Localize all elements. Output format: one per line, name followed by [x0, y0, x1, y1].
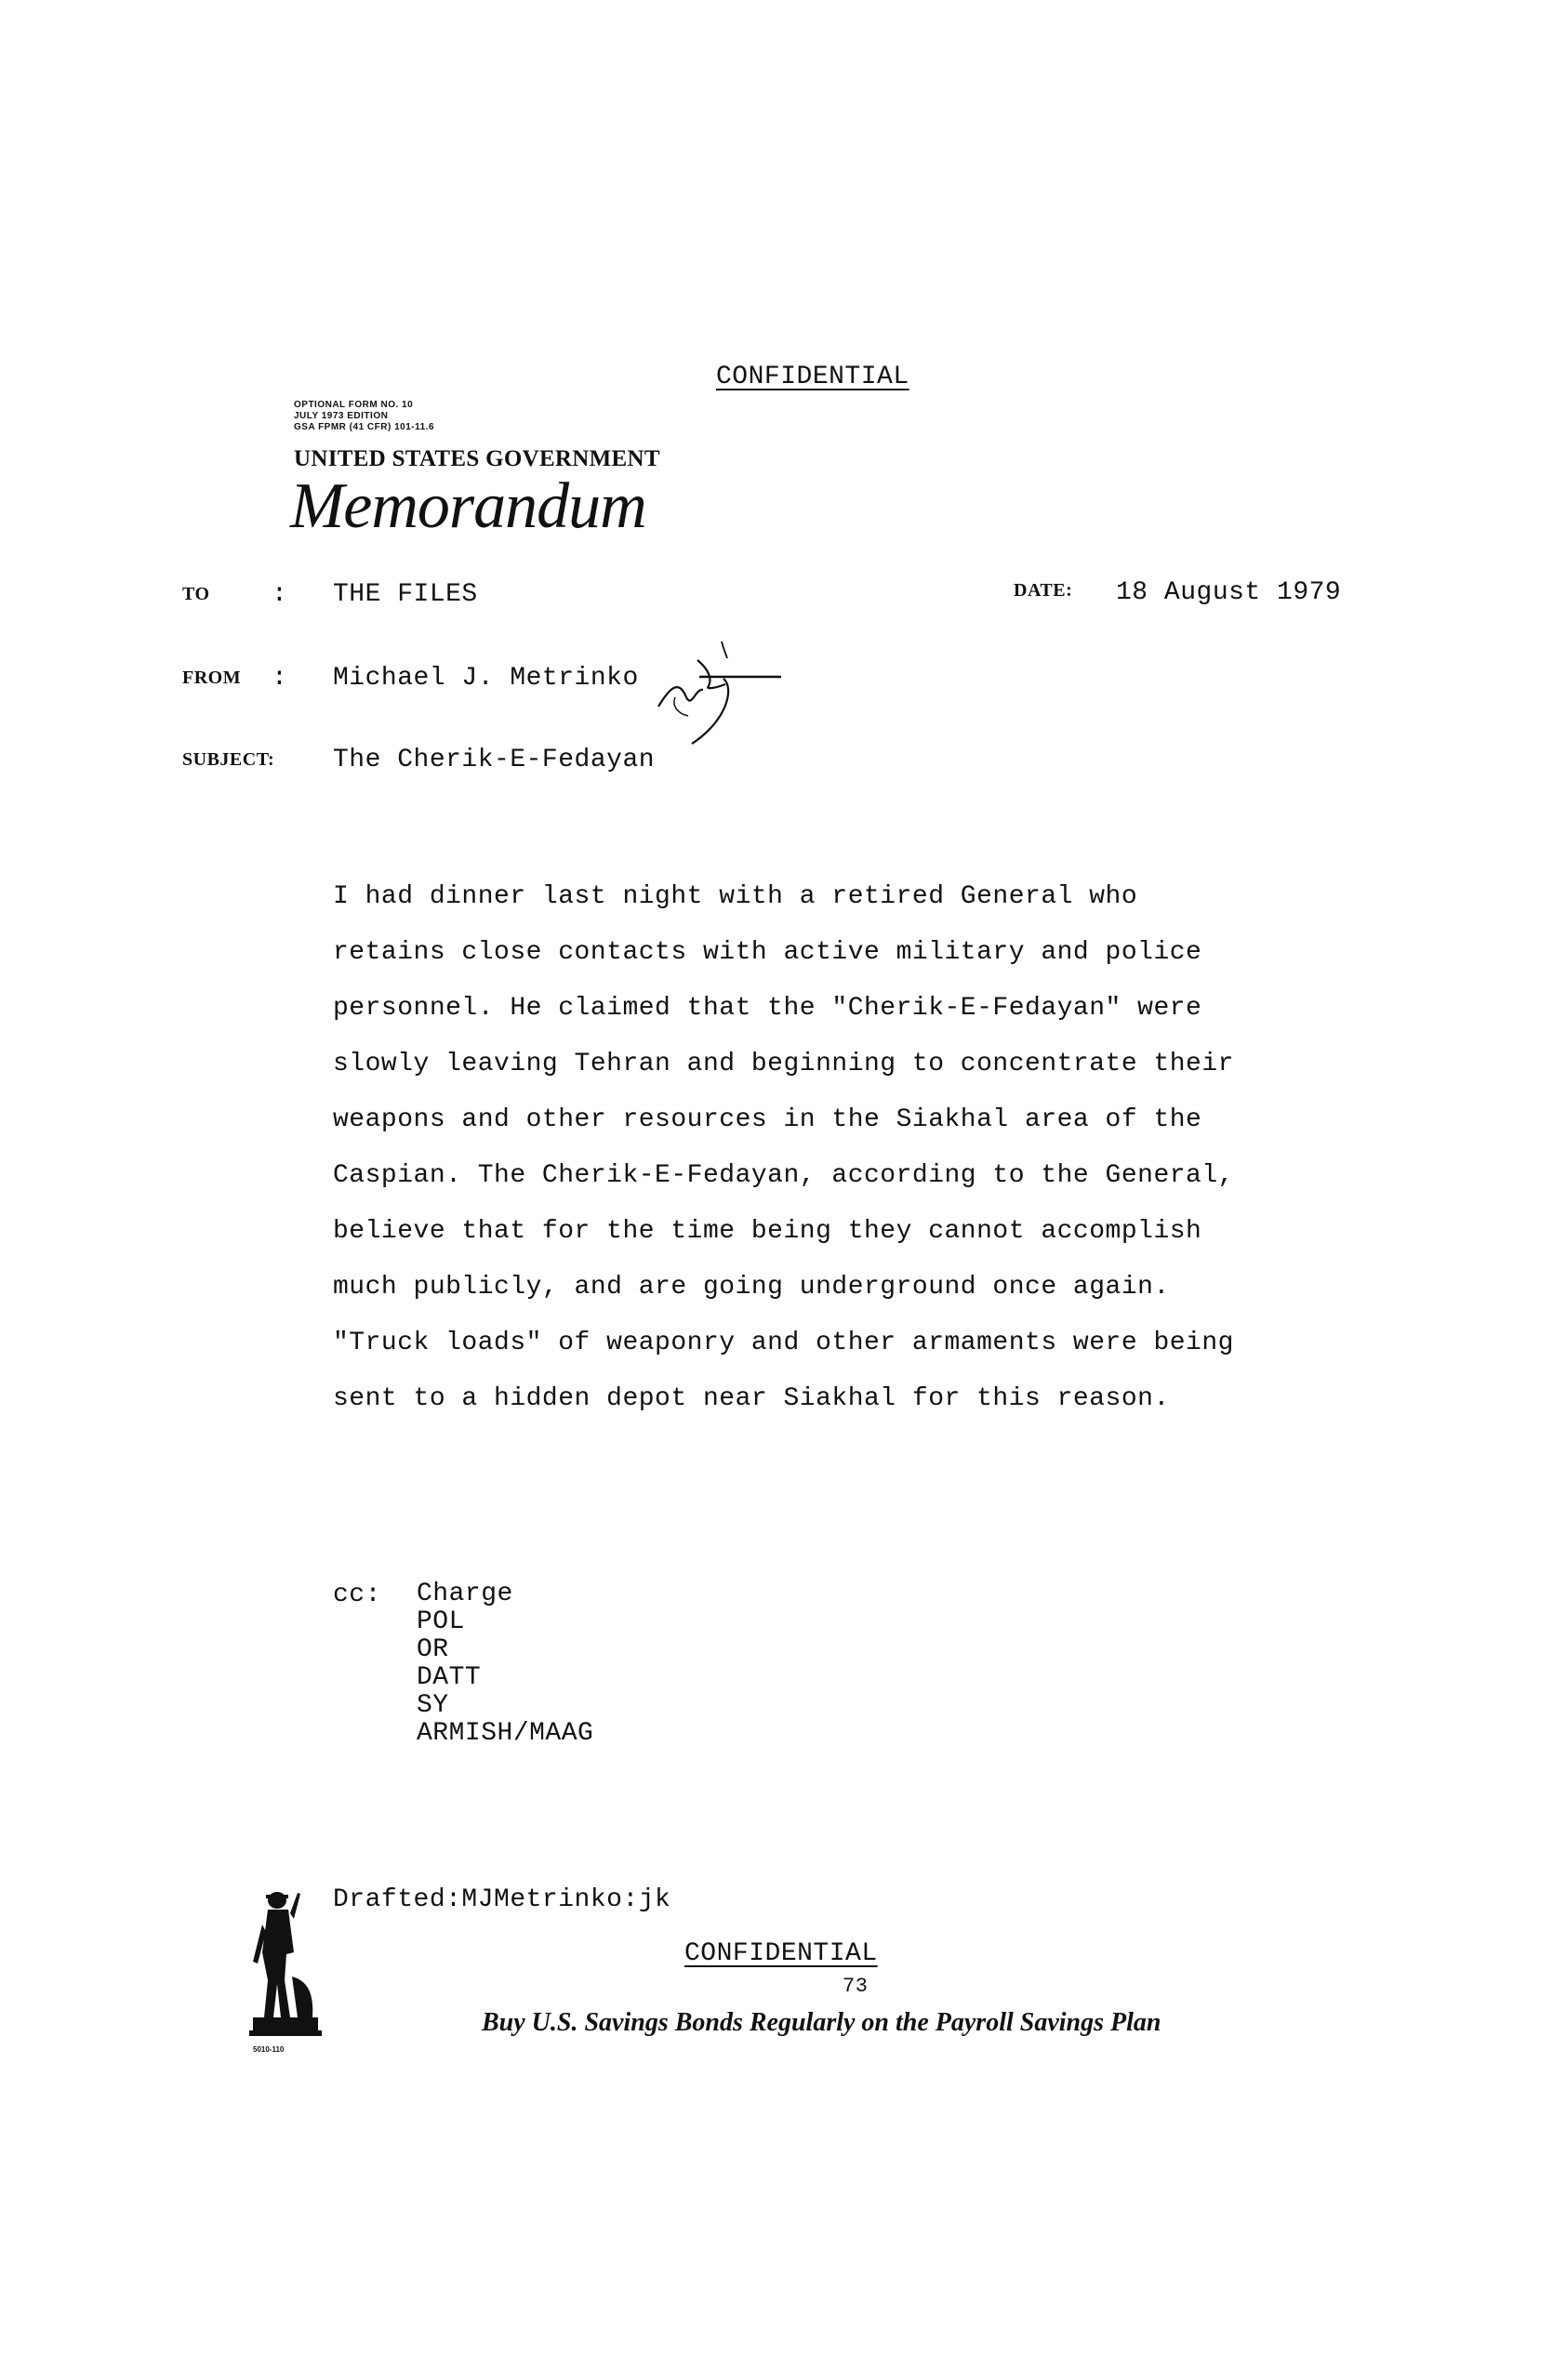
form-header — [294, 400, 434, 433]
classification-top: CONFIDENTIAL — [716, 363, 909, 391]
from-label: FROM — [182, 668, 242, 688]
cc-recipient: POL — [417, 1607, 465, 1636]
memo-body — [333, 855, 1234, 1441]
signature-initials — [651, 632, 790, 753]
to-value: THE FILES — [333, 580, 478, 609]
body-line: Caspian. The Cherik-E-Fedayan, according to the General, — [333, 1161, 1234, 1190]
body-line: retains close contacts with active military and police — [333, 938, 1202, 967]
form-code: 5010-110 — [253, 2045, 285, 2054]
footer-slogan: Buy U.S. Savings Bonds Regularly on the Payroll Savings Plan — [482, 2008, 1161, 2037]
memo-title: Memorandum — [290, 470, 646, 542]
body-line: "Truck loads" of weaponry and other armaments were being — [333, 1329, 1234, 1357]
body-line: sent to a hidden depot near Siakhal for this reason. — [333, 1384, 1170, 1413]
cc-list — [417, 1580, 593, 1748]
body-line: personnel. He claimed that the "Cherik-E-Fedayan" were — [333, 994, 1202, 1023]
classification-bottom: CONFIDENTIAL — [684, 1939, 878, 1968]
to-label: TO — [182, 584, 210, 604]
minuteman-icon — [249, 1887, 324, 2045]
from-value: Michael J. Metrinko — [333, 664, 639, 693]
body-line: slowly leaving Tehran and beginning to concentrate their — [333, 1050, 1234, 1078]
form-number: OPTIONAL FORM NO. 10 — [294, 400, 414, 410]
form-regulation: GSA FPMR (41 CFR) 101-11.6 — [294, 422, 435, 432]
subject-label: SUBJECT: — [182, 749, 275, 770]
to-colon: : — [272, 580, 288, 609]
subject-value: The Cherik-E-Fedayan — [333, 746, 656, 774]
cc-recipient: DATT — [417, 1663, 482, 1692]
date-label: DATE: — [1014, 580, 1073, 601]
body-line: I had dinner last night with a retired General who — [333, 882, 1138, 911]
page-number: 73 — [843, 1975, 869, 1998]
cc-recipient: ARMISH/MAAG — [417, 1719, 594, 1748]
drafted-line: Drafted:MJMetrinko:jk — [333, 1885, 671, 1914]
body-line: much publicly, and are going underground once again. — [333, 1273, 1170, 1302]
agency-name: UNITED STATES GOVERNMENT — [294, 446, 660, 471]
body-line: weapons and other resources in the Siakhal area of the — [333, 1105, 1202, 1134]
cc-recipient: SY — [417, 1691, 449, 1720]
cc-label: cc: — [333, 1580, 381, 1609]
cc-recipient: OR — [417, 1635, 449, 1664]
body-line: believe that for the time being they cannot accomplish — [333, 1217, 1202, 1246]
cc-recipient: Charge — [417, 1580, 513, 1608]
date-value: 18 August 1979 — [1116, 578, 1342, 607]
form-edition: JULY 1973 EDITION — [294, 411, 389, 421]
from-colon: : — [272, 664, 288, 693]
